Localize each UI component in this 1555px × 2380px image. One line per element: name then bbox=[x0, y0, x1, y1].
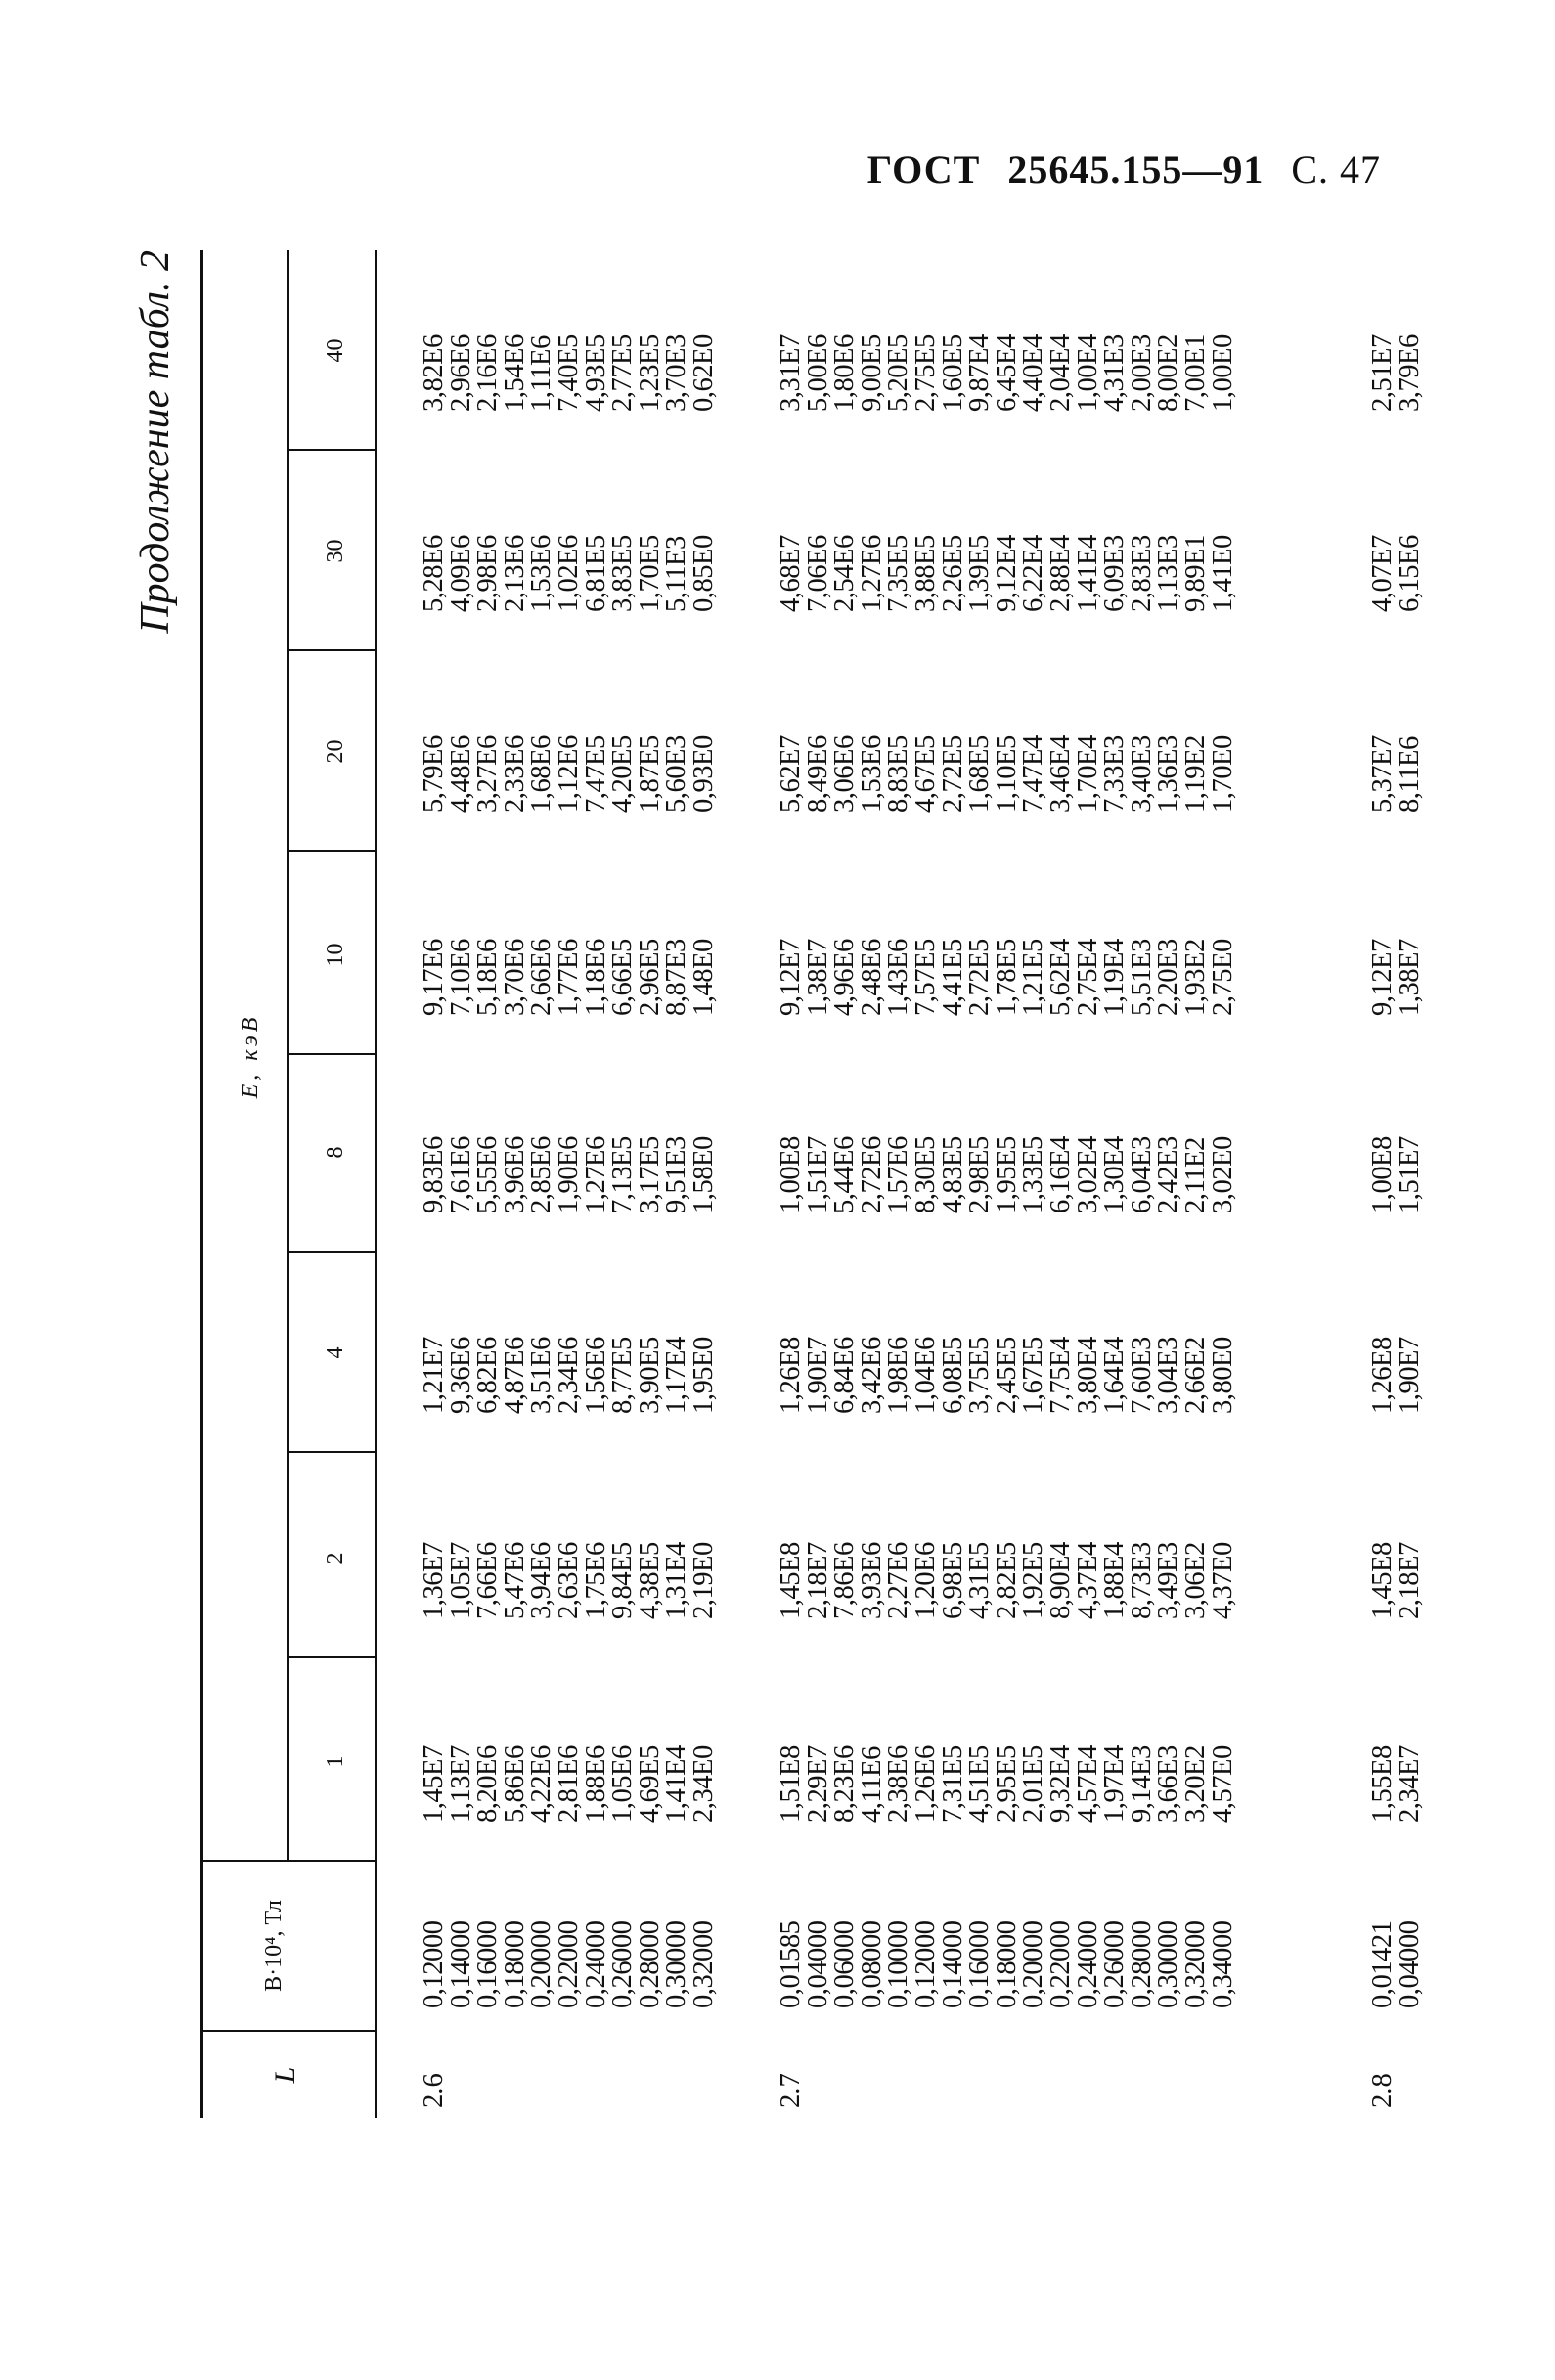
header-energy-4: 4 bbox=[323, 1346, 348, 1359]
group-values-column: 9,12E7 1,38E7 4,96E6 2,48E6 1,43E6 7,57E5 4,41E5 2,72E5 1,78E5 1,21E5 5,62E4 2,75E4 1,19E4 5,51E3 2,20E3 1,93E2 2,75E0 bbox=[776, 939, 1238, 1016]
energy-divider bbox=[289, 1053, 377, 1055]
header-bottom-rule bbox=[375, 250, 377, 2118]
header-B: B·10⁴, Тл bbox=[261, 1900, 287, 1992]
header-energy-1: 1 bbox=[323, 1755, 348, 1768]
group-L-value: 2.7 bbox=[776, 2073, 806, 2108]
page-number: С. 47 bbox=[1291, 148, 1381, 192]
energy-divider bbox=[289, 1656, 377, 1658]
group-values-column: 1,26E8 1,90E7 6,84E6 3,42E6 1,98E6 1,04E6 6,08E5 3,75E5 2,45E5 1,67E5 7,75E4 3,80E4 1,64E4 7,60E3 3,04E3 2,66E2 3,80E0 bbox=[776, 1337, 1238, 1414]
energy-divider bbox=[289, 649, 377, 651]
group-values-column: 3,82E6 2,96E6 2,16E6 1,54E6 1,11E6 7,40E5 4,93E5 2,77E5 1,23E5 3,70E3 0,62E0 bbox=[419, 334, 719, 412]
group-values-column: 1,45E7 1,13E7 8,20E6 5,86E6 4,22E6 2,81E6 1,88E6 1,05E6 4,69E5 1,41E4 2,34E0 bbox=[419, 1745, 719, 1823]
group-B-values: 0,01585 0,04000 0,06000 0,08000 0,10000 0,12000 0,14000 0,16000 0,18000 0,20000 0,22000 0,24000 0,26000 0,28000 0,30000 0,32000 0,34000 bbox=[776, 1920, 1238, 2008]
group-values-column: 1,45E8 2,18E7 bbox=[1367, 1542, 1425, 1619]
header-energy-40: 40 bbox=[323, 338, 348, 363]
group-values-column: 3,31E7 5,00E6 1,80E6 9,00E5 5,20E5 2,75E5 1,60E5 9,87E4 6,45E4 4,40E4 2,04E4 1,00E4 4,31E3 2,00E3 8,00E2 7,00E1 1,00E0 bbox=[776, 334, 1238, 412]
header-L: L bbox=[269, 2066, 301, 2084]
table-top-rule bbox=[200, 250, 203, 2118]
group-values-column: 4,07E7 6,15E6 bbox=[1367, 535, 1425, 612]
header-energy-group: E, кэВ bbox=[238, 1013, 263, 1099]
data-table bbox=[200, 250, 1443, 2118]
group-values-column: 5,28E6 4,09E6 2,98E6 2,13E6 1,53E6 1,02E6 6,81E5 3,83E5 1,70E5 5,11E3 0,85E0 bbox=[419, 535, 719, 612]
group-L-value: 2.6 bbox=[419, 2073, 449, 2108]
group-values-column: 1,00E8 1,51E7 5,44E6 2,72E6 1,57E6 8,30E5 4,83E5 2,98E5 1,95E5 1,33E5 6,16E4 3,02E4 1,30E4 6,04E3 2,42E3 2,11E2 3,02E0 bbox=[776, 1136, 1238, 1213]
group-values-column: 1,55E8 2,34E7 bbox=[1367, 1745, 1425, 1823]
group-values-column: 1,21E7 9,36E6 6,82E6 4,87E6 3,51E6 2,34E6 1,56E6 8,77E5 3,90E5 1,17E4 1,95E0 bbox=[419, 1337, 719, 1414]
header-energy-20: 20 bbox=[323, 739, 348, 764]
energy-divider bbox=[289, 1451, 377, 1453]
group-values-column: 1,00E8 1,51E7 bbox=[1367, 1136, 1425, 1213]
energy-divider bbox=[289, 850, 377, 852]
energy-subrule bbox=[287, 250, 289, 1862]
energy-divider bbox=[289, 1251, 377, 1253]
group-values-column: 2,51E7 3,79E6 bbox=[1367, 334, 1425, 412]
group-values-column: 5,79E6 4,48E6 3,27E6 2,33E6 1,68E6 1,12E6 7,47E5 4,20E5 1,87E5 5,60E3 0,93E0 bbox=[419, 735, 719, 813]
header-energy-10: 10 bbox=[323, 943, 348, 967]
rotated-table-block bbox=[132, 250, 1443, 2118]
group-values-column: 1,26E8 1,90E7 bbox=[1367, 1337, 1425, 1414]
group-values-column: 1,36E7 1,05E7 7,66E6 5,47E6 3,94E6 2,63E6 1,75E6 9,84E5 4,38E5 1,31E4 2,19E0 bbox=[419, 1542, 719, 1619]
group-values-column: 5,37E7 8,11E6 bbox=[1367, 735, 1425, 813]
page-header bbox=[840, 147, 1381, 193]
table-caption: Продолжение табл. 2 bbox=[133, 250, 178, 634]
energy-divider bbox=[289, 449, 377, 451]
standard-label: ГОСТ bbox=[866, 148, 981, 192]
standard-number: 25645.155—91 bbox=[1007, 148, 1265, 192]
group-values-column: 9,12E7 1,38E7 bbox=[1367, 939, 1425, 1016]
group-values-column: 9,17E6 7,10E6 5,18E6 3,70E6 2,66E6 1,77E6 1,18E6 6,66E5 2,96E5 8,87E3 1,48E0 bbox=[419, 939, 719, 1016]
group-values-column: 1,51E8 2,29E7 8,23E6 4,11E6 2,38E6 1,26E6 7,31E5 4,51E5 2,95E5 2,01E5 9,32E4 4,57E4 1,97E4 9,14E3 3,66E3 3,20E2 4,57E0 bbox=[776, 1745, 1238, 1823]
group-values-column: 1,45E8 2,18E7 7,86E6 3,93E6 2,27E6 1,20E6 6,98E5 4,31E5 2,82E5 1,92E5 8,90E4 4,37E4 1,88E4 8,73E3 3,49E3 3,06E2 4,37E0 bbox=[776, 1542, 1238, 1619]
group-values-column: 9,83E6 7,61E6 5,55E6 3,96E6 2,85E6 1,90E6 1,27E6 7,13E5 3,17E5 9,51E3 1,58E0 bbox=[419, 1136, 719, 1213]
group-values-column: 5,62E7 8,49E6 3,06E6 1,53E6 8,83E5 4,67E5 2,72E5 1,68E5 1,10E5 7,47E4 3,46E4 1,70E4 7,33E3 3,40E3 1,36E3 1,19E2 1,70E0 bbox=[776, 735, 1238, 813]
group-B-values: 0,12000 0,14000 0,16000 0,18000 0,20000 0,22000 0,24000 0,26000 0,28000 0,30000 0,32000 bbox=[419, 1920, 719, 2008]
header-energy-2: 2 bbox=[323, 1552, 348, 1565]
group-L-value: 2.8 bbox=[1367, 2073, 1398, 2108]
group-B-values: 0,01421 0,04000 bbox=[1367, 1920, 1425, 2008]
header-energy-8: 8 bbox=[323, 1146, 348, 1159]
divider-B-E bbox=[200, 1860, 377, 1862]
group-values-column: 4,68E7 7,06E6 2,54E6 1,27E6 7,35E5 3,88E5 2,26E5 1,39E5 9,12E4 6,22E4 2,88E4 1,41E4 6,09E3 2,83E3 1,13E3 9,89E1 1,41E0 bbox=[776, 535, 1238, 612]
header-energy-30: 30 bbox=[323, 539, 348, 563]
